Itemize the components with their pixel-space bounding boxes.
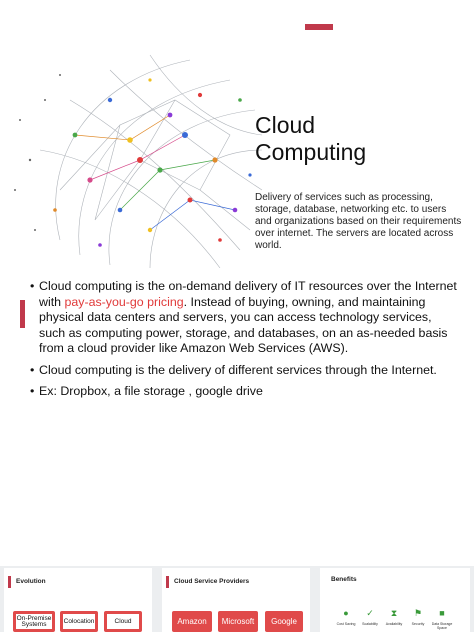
- provider-box: Google: [265, 611, 303, 632]
- bullet-item: [30, 279, 460, 357]
- piggy-bank-icon: ●: [343, 608, 349, 618]
- bullet-text: . Instead of buying, owning, and maintaining physical data centers and servers, you can access technology services, such as computing power, storage, and databases, on an as-needed basis from a cloud provider like Amazon Web Services (AWS).: [39, 294, 448, 355]
- accent-bar: [305, 24, 333, 30]
- provider-box: Microsoft: [218, 611, 258, 632]
- check-icon: ✓: [366, 608, 374, 618]
- bullet-item: • Ex: Dropbox, a file storage , google drive: [30, 384, 460, 400]
- thumbnail-title: Benefits: [331, 576, 357, 583]
- title-line-2: Computing: [255, 139, 367, 165]
- accent-bar: [166, 576, 169, 588]
- benefit-label: Cost Saving: [336, 622, 356, 626]
- thumbnail-benefits[interactable]: [320, 568, 470, 632]
- hourglass-icon: ⧗: [390, 608, 398, 618]
- bullet-item: • Cloud computing is the delivery of different services through the Internet.: [30, 363, 460, 379]
- thumbnail-title: Cloud Service Providers: [174, 578, 250, 585]
- thumbnail-evolution[interactable]: [4, 568, 152, 632]
- thumbnail-providers[interactable]: [162, 568, 310, 632]
- evolution-box: Cloud: [104, 611, 142, 632]
- storage-icon: ■: [439, 608, 445, 618]
- benefit-label: Scalability: [362, 622, 378, 626]
- evolution-box: On-Premise Systems: [13, 611, 55, 632]
- page-title: [255, 112, 366, 166]
- highlight-text: pay-as-you-go pricing: [64, 294, 184, 309]
- bullet-list: [30, 279, 460, 406]
- benefit-label: Availability: [385, 622, 403, 626]
- network-globe-illustration: [0, 40, 270, 270]
- accent-bar: [8, 576, 11, 588]
- cover-description: Delivery of services such as processing, storage, database, networking etc. to users and organizations based on their requirements over internet. The servers are located across world.: [255, 192, 462, 251]
- flag-icon: ⚑: [413, 608, 423, 618]
- bullet-text: Cloud computing is the on-demand delivery of IT resources over the Internet with: [39, 279, 457, 309]
- cover-slide: [0, 0, 474, 270]
- benefit-label: Data Storage Space: [431, 622, 453, 630]
- evolution-box: Colocation: [60, 611, 98, 632]
- benefit-label: Security: [411, 622, 425, 626]
- thumbnail-title: Evolution: [16, 578, 46, 585]
- title-line-1: Cloud: [255, 112, 316, 138]
- provider-box: Amazon: [172, 611, 212, 632]
- accent-bar: [20, 300, 25, 328]
